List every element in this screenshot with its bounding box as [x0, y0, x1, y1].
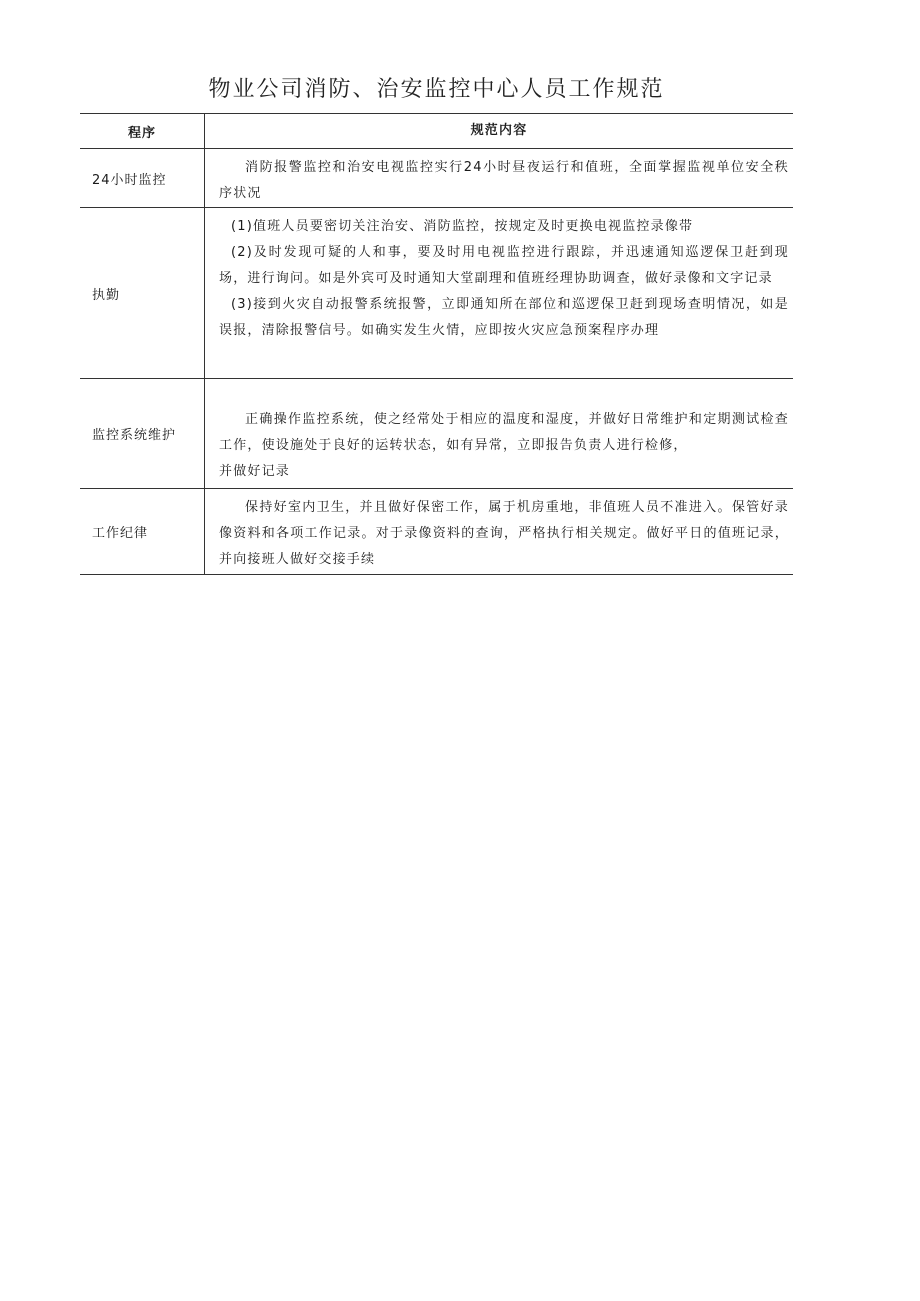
content-paragraph: (3)接到火灾自动报警系统报警，立即通知所在部位和巡逻保卫赶到现场查明情况，如是误报，清除报警信号。如确实发生火情，应即按火灾应急预案程序办理 [219, 297, 789, 338]
table-row [80, 208, 793, 379]
table-header-row [80, 114, 793, 149]
header-content: 规范内容 [470, 123, 528, 138]
content-paragraph: 消防报警监控和治安电视监控实行24小时昼夜运行和值班，全面掌握监视单位安全秩序状况 [219, 160, 789, 201]
page-title: 物业公司消防、治安监控中心人员工作规范 [208, 77, 665, 102]
content-paragraph: 并做好记录 [219, 464, 291, 479]
procedure-cell: 执勤 [80, 208, 205, 378]
content-cell [205, 379, 793, 488]
content-paragraph: (2)及时发现可疑的人和事，要及时用电视监控进行跟踪，并迅速通知巡逻保卫赶到现场，进行询问。如是外宾可及时通知大堂副理和值班经理协助调查，做好录像和文字记录 [219, 245, 789, 286]
standards-table [80, 113, 793, 575]
procedure-cell: 工作纪律 [80, 489, 205, 574]
content-cell [205, 149, 793, 207]
content-cell [205, 489, 793, 574]
procedure-cell: 监控系统维护 [80, 379, 205, 488]
content-paragraph: (1)值班人员要密切关注治安、消防监控，按规定及时更换电视监控录像带 [231, 219, 694, 234]
content-paragraph: 正确操作监控系统，使之经常处于相应的温度和湿度，并做好日常维护和定期测试检查工作，使设施处于良好的运转状态，如有异常，立即报告负责人进行检修， [219, 412, 789, 453]
table-row [80, 489, 793, 575]
header-procedure: 程序 [80, 114, 205, 148]
table-row [80, 149, 793, 208]
content-paragraph: 保持好室内卫生，并且做好保密工作，属于机房重地，非值班人员不准进入。保管好录像资料和各项工作记录。对于录像资料的查询，严格执行相关规定。做好平日的值班记录，并向接班人做好交接手续 [219, 500, 789, 567]
content-cell [205, 208, 793, 378]
table-row [80, 379, 793, 489]
procedure-cell: 24小时监控 [80, 149, 205, 207]
